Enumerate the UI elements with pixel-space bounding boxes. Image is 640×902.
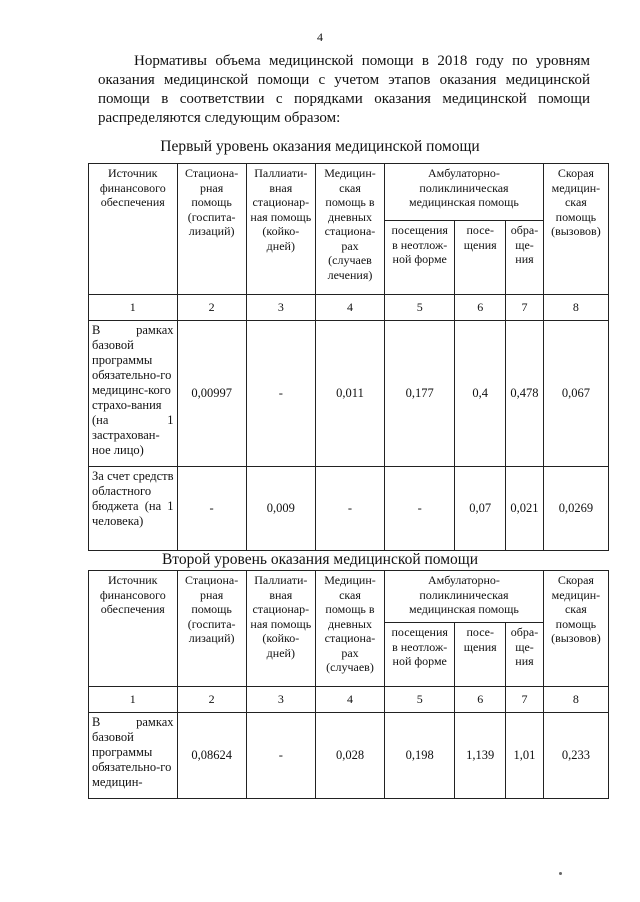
value-cell: 1,01: [506, 713, 544, 799]
row-source: В рамках базовой программы обязательно-го медицин-: [89, 713, 178, 799]
value-cell: 0,021: [506, 467, 544, 551]
value-cell: 1,139: [455, 713, 506, 799]
table2-caption: Второй уровень оказания медицинской помощи: [161, 551, 479, 568]
value-cell: -: [385, 467, 455, 551]
row-source: За счет средств областного бюджета (на 1 человека): [89, 467, 178, 551]
header-palliative: Паллиати-вная стационар-ная помощь (койко-дней): [246, 164, 315, 295]
column-number: 7: [506, 295, 544, 321]
page-number: 4: [317, 30, 323, 44]
table2-header-row: [89, 571, 609, 623]
column-number: 5: [385, 687, 455, 713]
table2: [88, 570, 609, 799]
header-emergency-visits: посещения в неотлож-ной форме: [385, 623, 455, 687]
header-day-hospital: Медицин-ская помощь в дневных стациона-рах (случаев): [315, 571, 384, 687]
column-number: 8: [543, 295, 608, 321]
value-cell: 0,00997: [177, 321, 246, 467]
value-cell: 0,233: [543, 713, 608, 799]
value-cell: 0,08624: [177, 713, 246, 799]
header-ambulatory: Амбулаторно-поликлиническая медицинская помощь: [385, 164, 544, 221]
value-cell: 0,067: [543, 321, 608, 467]
intro-text: Нормативы объема медицинской помощи в 2018 году по уровням оказания медицинской помощи с учетом этапов оказания медицинской помощи в соответствии с порядками оказания медицинской помощи распределяются следующим образом:: [98, 53, 590, 126]
value-cell: 0,07: [455, 467, 506, 551]
header-visits: посе-щения: [455, 221, 506, 295]
header-ambulance: Скорая медицин-ская помощь (вызовов): [543, 164, 608, 295]
header-visits: посе-щения: [455, 623, 506, 687]
table1: [88, 163, 609, 551]
column-number: 7: [506, 687, 544, 713]
column-number: 5: [385, 295, 455, 321]
value-cell: -: [177, 467, 246, 551]
table1-column-numbers: [89, 295, 609, 321]
column-number: 8: [543, 687, 608, 713]
column-number: 1: [89, 687, 178, 713]
value-cell: 0,478: [506, 321, 544, 467]
column-number: 3: [246, 295, 315, 321]
header-source: Источник финансового обеспечения: [89, 164, 178, 295]
value-cell: 0,009: [246, 467, 315, 551]
header-emergency-visits: посещения в неотлож-ной форме: [385, 221, 455, 295]
value-cell: 0,011: [315, 321, 384, 467]
header-palliative: Паллиати-вная стационар-ная помощь (койко-дней): [246, 571, 315, 687]
column-number: 2: [177, 295, 246, 321]
column-number: 6: [455, 687, 506, 713]
table-row: [89, 467, 609, 551]
value-cell: 0,177: [385, 321, 455, 467]
table2-column-numbers: [89, 687, 609, 713]
header-source: Источник финансового обеспечения: [89, 571, 178, 687]
header-day-hospital: Медицин-ская помощь в дневных стациона-рах (случаев лечения): [315, 164, 384, 295]
value-cell: 0,4: [455, 321, 506, 467]
column-number: 6: [455, 295, 506, 321]
header-inpatient: Стациона-рная помощь (госпита-лизаций): [177, 164, 246, 295]
header-inpatient: Стациона-рная помощь (госпита-лизаций): [177, 571, 246, 687]
intro-paragraph: [98, 52, 590, 128]
value-cell: 0,198: [385, 713, 455, 799]
header-appeals: обра-ще-ния: [506, 221, 544, 295]
column-number: 4: [315, 295, 384, 321]
header-ambulatory: Амбулаторно-поликлиническая медицинская помощь: [385, 571, 544, 623]
table1-caption: Первый уровень оказания медицинской помощи: [160, 138, 480, 155]
value-cell: -: [315, 467, 384, 551]
table1-header-row: [89, 164, 609, 221]
value-cell: -: [246, 321, 315, 467]
row-source: В рамках базовой программы обязательно-го медицинс-кого страхо-вания (на 1 застрахован-ное лицо): [89, 321, 178, 467]
column-number: 3: [246, 687, 315, 713]
column-number: 4: [315, 687, 384, 713]
table-row: [89, 713, 609, 799]
value-cell: 0,0269: [543, 467, 608, 551]
column-number: 2: [177, 687, 246, 713]
table-row: [89, 321, 609, 467]
column-number: 1: [89, 295, 178, 321]
value-cell: -: [246, 713, 315, 799]
scan-speck: [559, 872, 562, 875]
header-ambulance: Скорая медицин-ская помощь (вызовов): [543, 571, 608, 687]
value-cell: 0,028: [315, 713, 384, 799]
header-appeals: обра-ще-ния: [506, 623, 544, 687]
